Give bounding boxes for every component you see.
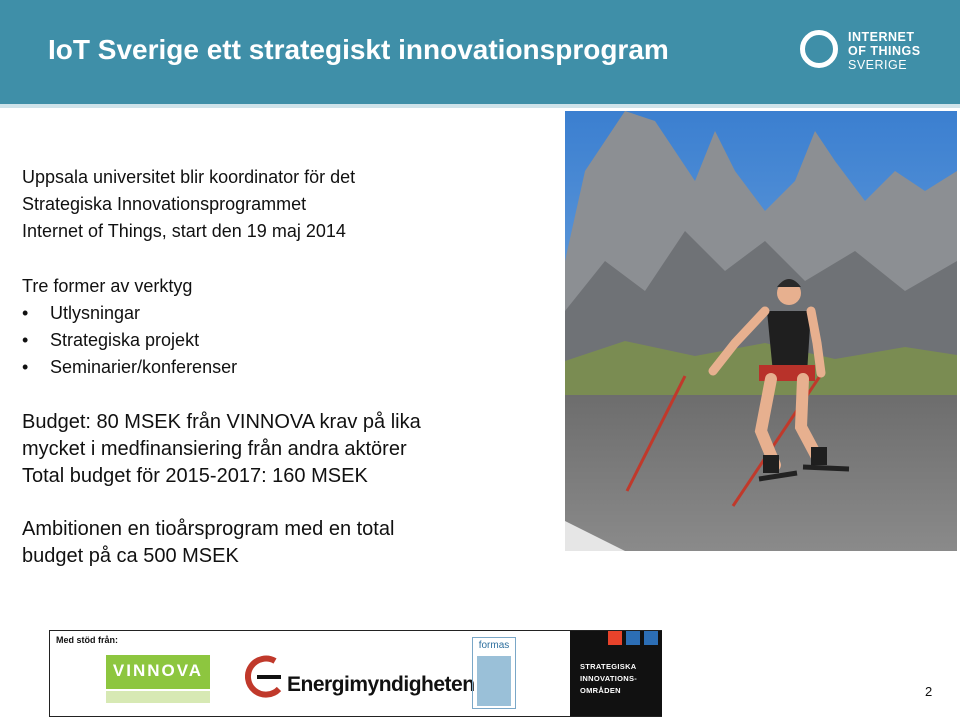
budget-line: Budget: 80 MSEK från VINNOVA krav på lika: [22, 411, 421, 433]
intro-line: Uppsala universitet blir koordinator för det: [22, 167, 356, 187]
so-line: INNOVATIONS-: [580, 674, 638, 683]
strategiska-innovationsomraden-logo: [570, 631, 662, 716]
list-item: • Strategiska projekt: [22, 327, 542, 354]
so-line: STRATEGISKA: [580, 662, 637, 671]
so-line: OMRÅDEN: [580, 686, 621, 695]
vinnova-logo-text: VINNOVA: [112, 661, 204, 680]
intro-line: Internet of Things, start den 19 maj 2014: [22, 221, 346, 241]
energimyndigheten-logo: Energimyndigheten: [287, 673, 475, 696]
intro-line: Strategiska Innovationsprogrammet: [22, 194, 307, 214]
vinnova-logo: [106, 655, 210, 689]
budget-line: Total budget för 2015-2017: 160 MSEK: [22, 465, 368, 487]
tools-list: [22, 300, 542, 381]
logo-line-3: SVERIGE: [848, 58, 908, 72]
list-item: • Utlysningar: [22, 300, 542, 327]
logo-ring-icon: [800, 30, 838, 68]
logo-square-blue: [626, 631, 640, 645]
formas-logo-image: [477, 656, 511, 706]
list-item: • Seminarier/konferenser: [22, 354, 542, 381]
iot-sverige-logo: [800, 28, 940, 76]
header-bar: [0, 0, 960, 104]
budget-line: mycket i medfinansiering från andra aktörer: [22, 438, 407, 460]
logo-line-1: INTERNET: [848, 30, 915, 44]
energimyndigheten-icon: [245, 655, 285, 704]
page-title: IoT Sverige ett strategiskt innovationsprogram: [48, 34, 669, 65]
logo-line-2: OF THINGS: [848, 44, 921, 58]
sponsor-label: Med stöd från:: [56, 635, 118, 645]
vinnova-logo-band: [106, 691, 210, 703]
page-number: 2: [925, 684, 933, 699]
tools-heading: Tre former av verktyg: [22, 276, 193, 296]
header-divider: [0, 104, 960, 108]
formas-logo: [472, 637, 516, 709]
formas-logo-text: formas: [478, 640, 510, 651]
slide-body: [22, 164, 542, 570]
logo-square-blue: [644, 631, 658, 645]
ambition-line: Ambitionen en tioårsprogram med en total: [22, 518, 395, 540]
ambition-line: budget på ca 500 MSEK: [22, 545, 239, 567]
sponsor-banner: [49, 630, 662, 717]
logo-square-red: [608, 631, 622, 645]
skier-photo: [565, 111, 957, 551]
